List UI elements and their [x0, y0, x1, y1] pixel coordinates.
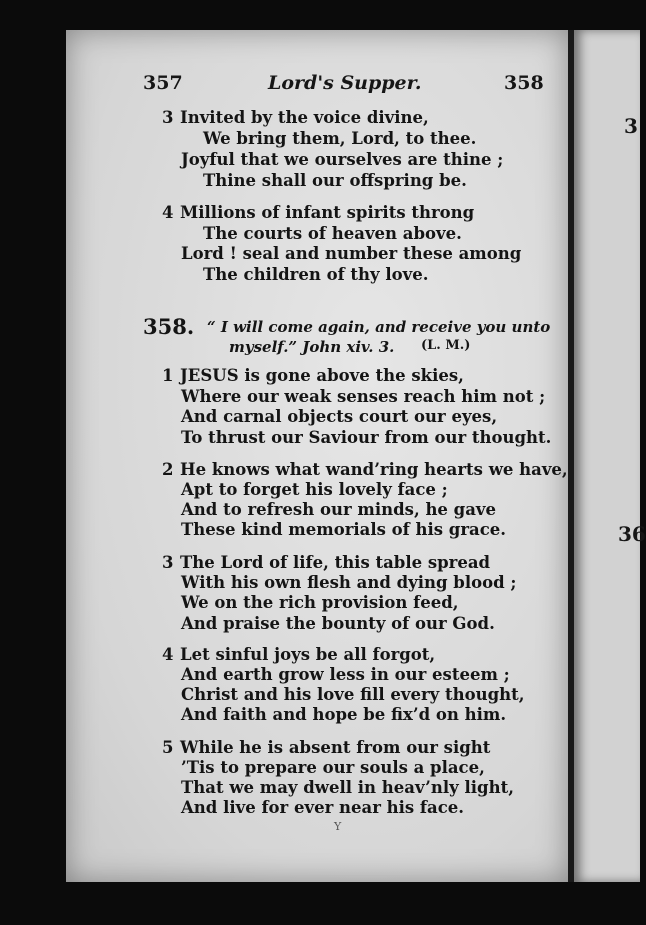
verse-line: Apt to forget his lovely face ;	[181, 480, 448, 499]
verse-number: 2	[162, 460, 174, 479]
verse-line: That we may dwell in heav’nly light,	[181, 778, 514, 797]
signature-mark: Y	[334, 820, 342, 833]
verse-line: And faith and hope be fix’d on him.	[181, 705, 507, 724]
verse-line: And to refresh our minds, he gave	[181, 500, 496, 519]
verse-number: 4	[162, 645, 174, 664]
header-right-number: 358	[504, 72, 544, 94]
verse-line: Where our weak senses reach him not ;	[181, 387, 546, 406]
verse-line: Thine shall our offspring be.	[203, 171, 467, 190]
verse-number: 4	[162, 203, 174, 222]
hymn-epigraph: “ I will come again, and receive you unto	[207, 318, 551, 336]
hymn-reference: myself.” John xiv. 3.	[229, 338, 395, 356]
next-page-fragment: 3	[624, 114, 638, 138]
verse-number: 1	[162, 366, 174, 385]
header-left-number: 357	[143, 72, 183, 94]
verse-line: Joyful that we ourselves are thine ;	[181, 150, 504, 169]
verse-number: 3	[162, 108, 174, 127]
running-title: Lord's Supper.	[268, 72, 422, 94]
hymn-meter: (L. M.)	[421, 338, 471, 353]
verse-line: We on the rich provision feed,	[181, 593, 459, 612]
verse-line: With his own flesh and dying blood ;	[181, 573, 517, 592]
verse-line: Let sinful joys be all forgot,	[180, 645, 436, 664]
verse-line: The Lord of life, this table spread	[180, 553, 491, 572]
verse-line: And live for ever near his face.	[181, 798, 465, 817]
verse-number: 3	[162, 553, 174, 572]
next-page-fragment: 36	[618, 522, 646, 546]
verse-line: He knows what wand’ring hearts we have,	[180, 460, 568, 479]
verse-line: ’Tis to prepare our souls a place,	[181, 758, 485, 777]
verse-line: Christ and his love fill every thought,	[181, 685, 525, 704]
verse-line: And carnal objects court our eyes,	[181, 407, 498, 426]
next-page-edge	[574, 30, 646, 882]
verse-line: And earth grow less in our esteem ;	[181, 665, 510, 684]
verse-line: The courts of heaven above.	[203, 224, 462, 243]
verse-line: Invited by the voice divine,	[180, 108, 429, 127]
hymn-number: 358.	[143, 314, 195, 339]
verse-line: While he is absent from our sight	[180, 738, 491, 757]
verse-line: Millions of infant spirits throng	[180, 203, 475, 222]
verse-line: And praise the bounty of our God.	[181, 614, 495, 633]
verse-line: JESUS is gone above the skies,	[180, 366, 464, 385]
verse-line: These kind memorials of his grace.	[181, 520, 507, 539]
verse-line: We bring them, Lord, to thee.	[203, 129, 477, 148]
verse-number: 5	[162, 738, 174, 757]
verse-line: Lord ! seal and number these among	[181, 244, 522, 263]
verse-line: The children of thy love.	[203, 265, 429, 284]
verse-line: To thrust our Saviour from our thought.	[181, 428, 552, 447]
